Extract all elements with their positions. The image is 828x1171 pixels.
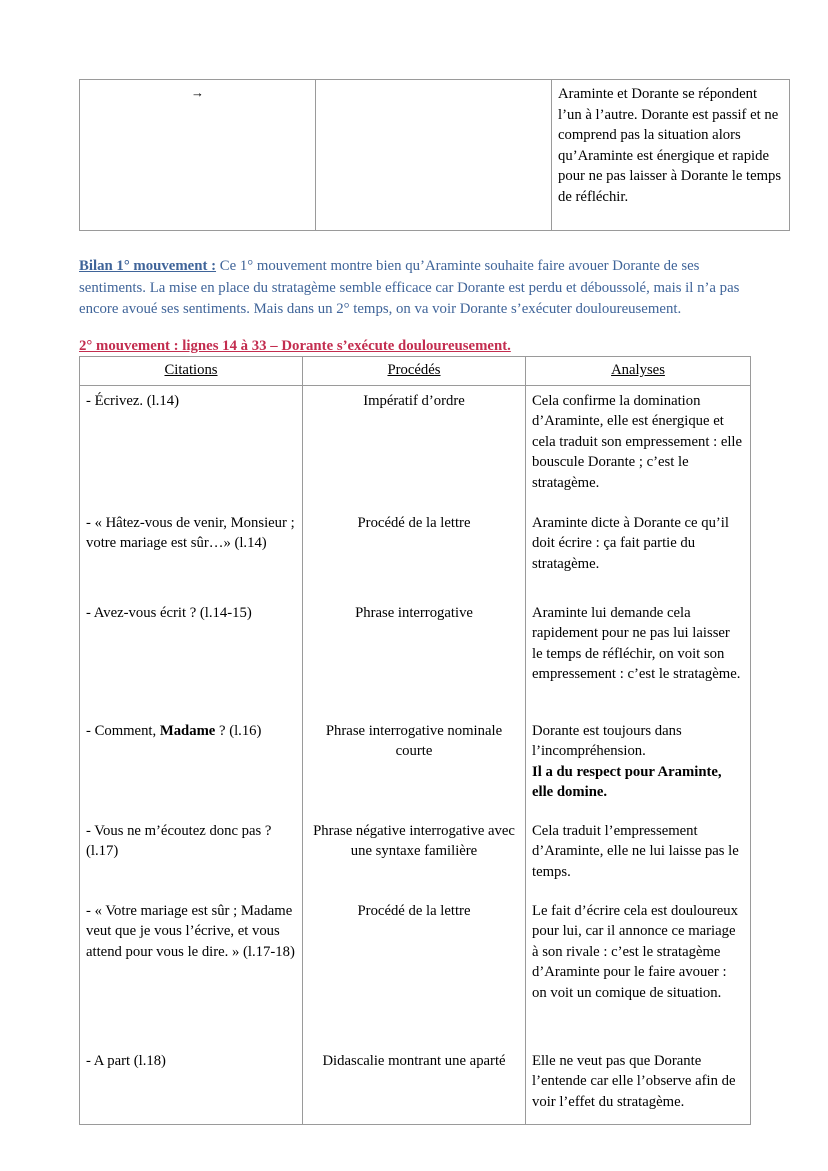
table-row <box>80 816 751 896</box>
analyse-text-emphasis: Il a du respect pour Araminte, elle domine. <box>532 763 722 801</box>
cell-procede: Didascalie montrant une aparté <box>303 1046 526 1125</box>
table-row <box>80 716 751 816</box>
table-header-row <box>80 357 751 386</box>
column-header-citations: Citations <box>80 357 303 386</box>
bilan-body: Ce 1° mouvement montre bien qu’Araminte souhaite faire avouer Dorante de ses sentiments. La mise en place du stratagème semble efficace car Dorante est perdu et déboussolé, mais il n’a pas encore avoué ses sentiments. Mais dans un 2° temps, on va voir Dorante s’exécuter douloureusement. <box>79 257 740 318</box>
citation-text-pre: - Comment, <box>86 722 160 739</box>
analyse-text: Dorante est toujours dans l’incompréhension. <box>532 722 682 760</box>
analyse-text: Cela confirme la domination d’Araminte, elle est énergique et cela traduit son empressement : elle bouscule Dorante ; c’est le stratagème. <box>532 392 743 491</box>
cell-analyse <box>526 598 751 716</box>
analyse-text: Le fait d’écrire cela est douloureux pour lui, car il annonce ce mariage à son rivale : c’est le stratagème d’Araminte pour le faire avouer : on voit un comique de situation. <box>532 902 738 1001</box>
analysis-table <box>79 356 751 1125</box>
table-row <box>80 385 751 508</box>
bilan-paragraph <box>79 256 755 321</box>
cell-procede: Phrase interrogative nominale courte <box>303 716 526 816</box>
cell-citation: - A part (l.18) <box>80 1046 303 1125</box>
top-table-citation-cell: → <box>80 80 316 231</box>
cell-citation <box>80 716 303 816</box>
table-row <box>80 1046 751 1125</box>
cell-citation: - Vous ne m’écoutez donc pas ? (l.17) <box>80 816 303 896</box>
cell-analyse <box>526 385 751 508</box>
cell-citation: - Avez-vous écrit ? (l.14-15) <box>80 598 303 716</box>
cell-procede: Phrase interrogative <box>303 598 526 716</box>
citation-text-post: ? (l.16) <box>215 722 262 739</box>
cell-procede: Procédé de la lettre <box>303 508 526 598</box>
cell-analyse <box>526 1046 751 1125</box>
cell-citation: - « Votre mariage est sûr ; Madame veut que je vous l’écrive, et vous attend pour vous le dire. » (l.17-18) <box>80 896 303 1046</box>
continuation-table <box>79 79 790 231</box>
top-table-analyse-cell: Araminte et Dorante se répondent l’un à l’autre. Dorante est passif et ne comprend pas la situation alors qu’Araminte est énergique et rapide pour ne pas laisser à Dorante le temps de réfléchir. <box>552 80 790 231</box>
citation-text-emphasis: Madame <box>159 722 216 739</box>
cell-analyse <box>526 716 751 816</box>
cell-analyse <box>526 508 751 598</box>
cell-procede: Procédé de la lettre <box>303 896 526 1046</box>
cell-analyse <box>526 816 751 896</box>
top-table-procede-cell <box>316 80 552 231</box>
bilan-label: Bilan 1° mouvement : <box>79 257 217 274</box>
cell-citation: - « Hâtez-vous de venir, Monsieur ; votre mariage est sûr…» (l.14) <box>80 508 303 598</box>
analyse-text: Elle ne veut pas que Dorante l’entende car elle l’observe afin de voir l’effet du stratagème. <box>532 1052 736 1110</box>
cell-analyse <box>526 896 751 1046</box>
analyse-text: Araminte dicte à Dorante ce qu’il doit écrire : ça fait partie du stratagème. <box>532 514 729 572</box>
analysis-table-body <box>80 385 751 1124</box>
column-header-procedes: Procédés <box>303 357 526 386</box>
movement-heading: 2° mouvement : lignes 14 à 33 – Dorante s’exécute douloureusement. <box>79 338 511 354</box>
table-row <box>80 598 751 716</box>
analyse-text: Araminte lui demande cela rapidement pour ne pas lui laisser le temps de réfléchir, on voit son empressement : c’est le stratagème. <box>532 604 741 683</box>
table-row <box>80 896 751 1046</box>
column-header-analyses: Analyses <box>526 357 751 386</box>
cell-procede: Phrase négative interrogative avec une syntaxe familière <box>303 816 526 896</box>
analyse-text: Cela traduit l’empressement d’Araminte, elle ne lui laisse pas le temps. <box>532 822 739 880</box>
cell-procede: Impératif d’ordre <box>303 385 526 508</box>
table-row <box>80 508 751 598</box>
cell-citation: - Écrivez. (l.14) <box>80 385 303 508</box>
table-row <box>80 80 790 231</box>
